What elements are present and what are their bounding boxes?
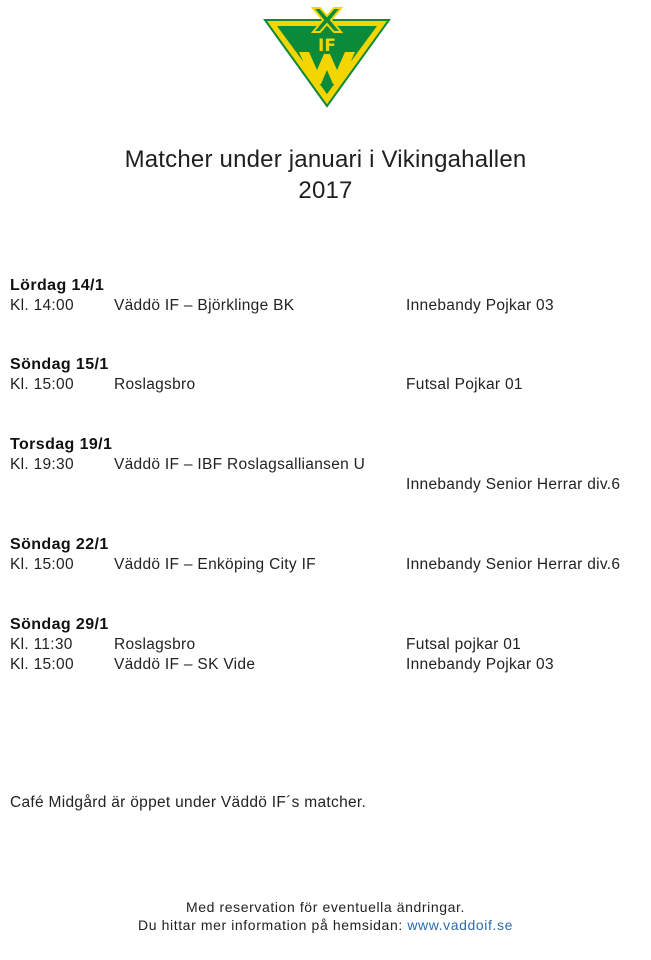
club-logo xyxy=(263,4,391,108)
match-time: Kl. 15:00 xyxy=(10,656,74,673)
footer-info xyxy=(0,916,651,934)
match-teams: Väddö IF – Enköping City IF xyxy=(114,556,316,573)
match-row xyxy=(10,635,650,655)
page-title-year: 2017 xyxy=(298,177,353,204)
match-teams: Roslagsbro xyxy=(114,636,196,653)
match-time: Kl. 19:30 xyxy=(10,456,74,473)
day-block xyxy=(10,276,650,316)
match-row xyxy=(10,655,650,675)
match-time: Kl. 15:00 xyxy=(10,556,74,573)
cafe-notice: Café Midgård är öppet under Väddö IF´s matcher. xyxy=(10,794,367,811)
match-category: Futsal Pojkar 01 xyxy=(406,376,523,393)
match-time: Kl. 11:30 xyxy=(10,636,73,653)
day-block xyxy=(10,355,650,395)
match-time: Kl. 15:00 xyxy=(10,376,74,393)
day-block xyxy=(10,535,650,575)
day-heading: Söndag 22/1 xyxy=(10,536,109,553)
match-time: Kl. 14:00 xyxy=(10,297,74,314)
logo-text: IF xyxy=(318,36,336,56)
match-teams: Väddö IF – Björklinge BK xyxy=(114,297,295,314)
page-title: Matcher under januari i Vikingahallen xyxy=(124,146,527,173)
footer-disclaimer: Med reservation för eventuella ändringar. xyxy=(185,899,466,915)
day-block xyxy=(10,615,650,675)
match-category: Innebandy Senior Herrar div.6 xyxy=(406,476,621,493)
day-heading: Lördag 14/1 xyxy=(10,277,105,294)
footer-info-text: Du hittar mer information på hemsidan: xyxy=(138,917,408,933)
match-row xyxy=(10,296,650,316)
match-category: Innebandy Pojkar 03 xyxy=(406,656,554,673)
match-category: Innebandy Senior Herrar div.6 xyxy=(406,556,621,573)
day-heading: Söndag 15/1 xyxy=(10,356,109,373)
day-heading: Söndag 29/1 xyxy=(10,616,109,633)
website-link[interactable]: www.vaddoif.se xyxy=(407,917,513,933)
match-category: Innebandy Pojkar 03 xyxy=(406,297,554,314)
match-category: Futsal pojkar 01 xyxy=(406,636,522,653)
match-row xyxy=(10,455,650,495)
match-teams: Väddö IF – SK Vide xyxy=(114,656,256,673)
match-teams: Väddö IF – IBF Roslagsalliansen U xyxy=(114,456,366,473)
day-block xyxy=(10,435,650,495)
day-heading: Torsdag 19/1 xyxy=(10,436,113,453)
match-row xyxy=(10,555,650,575)
match-teams: Roslagsbro xyxy=(114,376,196,393)
match-row xyxy=(10,375,650,395)
